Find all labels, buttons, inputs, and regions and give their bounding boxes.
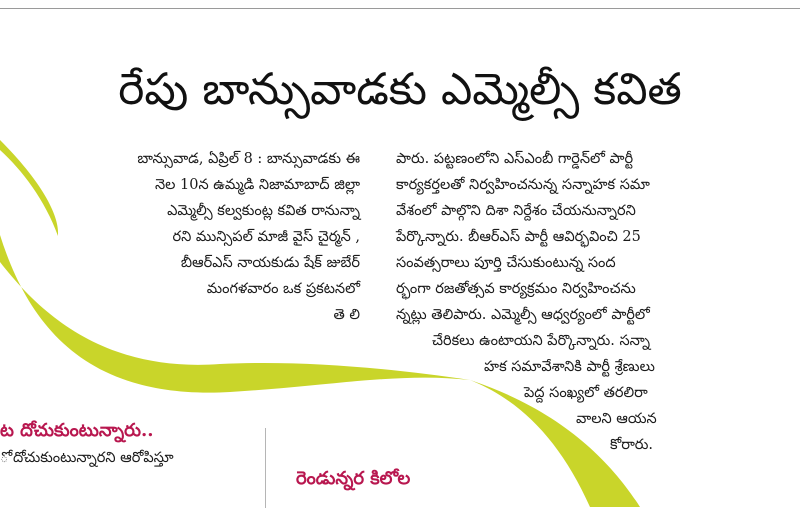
side-story-line: ో దోచుకుంటున్నారని ఆరోపిస్తూ — [0, 450, 174, 466]
side-story-headline: ట దోచుకుంటున్నారు.. — [0, 420, 154, 441]
article-line: న్నట్లు తెలిపారు. ఎమ్మెల్సీ ఆధ్వర్యంలో పార్టీలో — [396, 307, 650, 323]
article-line: బీఆర్ఎస్ నాయకుడు షేక్ జుబేర్ — [180, 255, 360, 271]
article-line: పేర్కొన్నారు. బీఆర్ఎస్ పార్టీ ఆవిర్భవించి 25 — [396, 229, 641, 245]
article-line: ఎమ్మెల్సీ కల్వకుంట్ల కవిత రానున్నా — [167, 203, 360, 219]
top-rule — [0, 8, 800, 9]
article-line: పెద్ద సంఖ్యలో తరలిరా — [524, 385, 648, 401]
article-line: ర్భంగా రజతోత్సవ కార్యక్రమం నిర్వహించను — [396, 281, 636, 297]
article-line: రని మున్సిపల్ మాజీ వైస్ చైర్మన్ , — [172, 229, 360, 245]
article-line: కోరారు. — [610, 437, 654, 453]
column-divider — [265, 428, 266, 508]
article-line: వేశంలో పాల్గొని దిశా నిర్దేశం చేయనున్నారని — [396, 203, 636, 219]
article-line: సంవత్సరాలు పూర్తి చేసుకుంటున్న సంద — [396, 255, 616, 271]
article-line: నెల 10న ఉమ్మడి నిజామాబాద్ జిల్లా — [154, 177, 360, 193]
headline: రేపు బాన్సువాడకు ఎమ్మెల్సీ కవిత — [118, 64, 682, 116]
article-column-right — [396, 146, 736, 458]
article-line: మంగళవారం ఒక ప్రకటనలో — [206, 281, 360, 297]
mid-story-headline: రెండున్నర కిలోల — [296, 468, 411, 489]
article-line: చేరికలు ఉంటాయని పేర్కొన్నారు. సన్నా — [432, 333, 651, 349]
article-line: కార్యకర్తలతో నిర్వహించనున్న సన్నాహక సమా — [396, 177, 650, 193]
article-line: తె లి — [333, 307, 360, 323]
swoosh-top-left — [0, 140, 58, 236]
article-line: వాలని ఆయన — [576, 411, 657, 427]
article-line: బాన్సువాడ, ఏప్రిల్ 8 : బాన్సువాడకు ఈ — [137, 151, 360, 167]
article-line: పారు. పట్టణంలోని ఎస్ఎంబీ గార్డెన్‌లో పార్టీ — [396, 151, 634, 167]
article-line: హక సమావేశానికి పార్టీ శ్రేణులు — [484, 359, 655, 375]
article-column-left — [60, 146, 360, 328]
